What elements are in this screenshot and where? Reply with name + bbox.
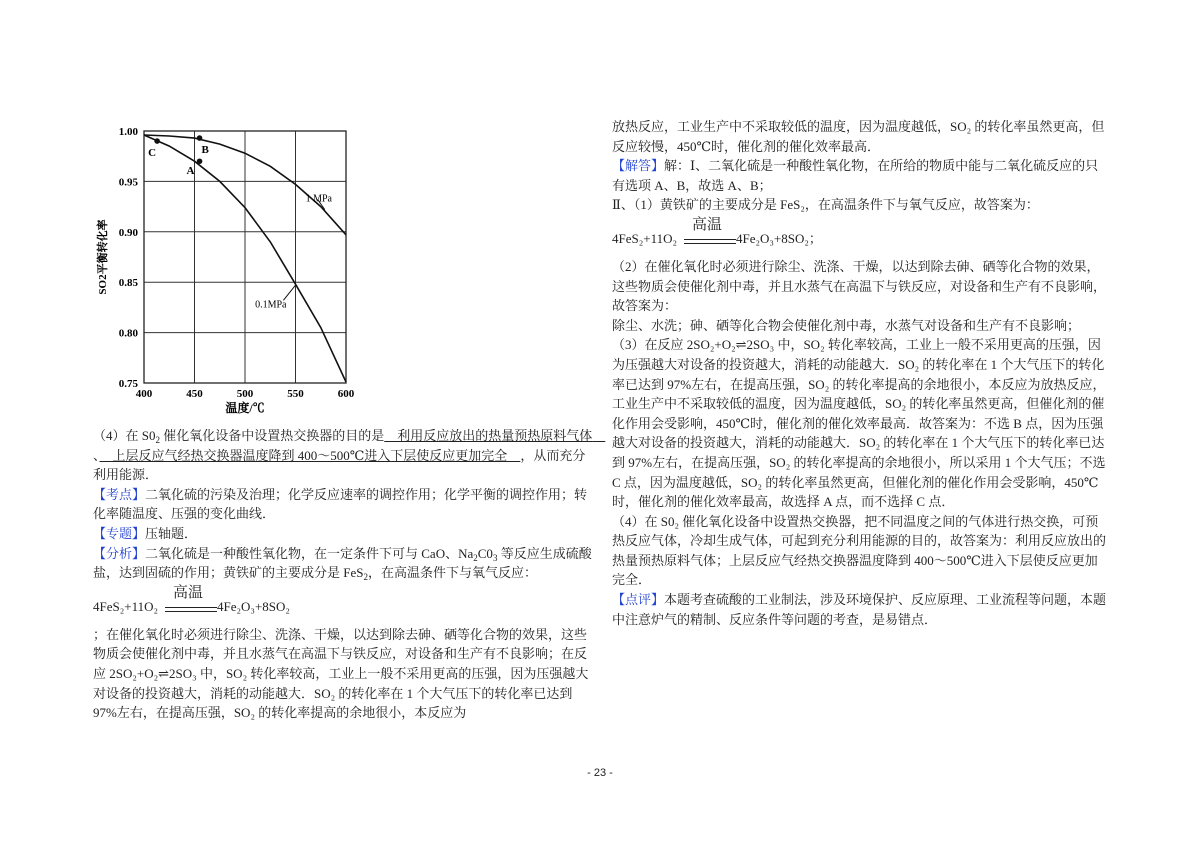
answer-ii-4: （4）在 S0₂ 催化氧化设备中设置热交换器，把不同温度之间的气体进行热交换，可预热反应气体，冷却生成气体，可起到充分利用能源的目的，故答案为：利用反应放出的热量预热原料气体；上层反应气经热交换器温度降到 400～500℃进入下层使反应更加完全． [612, 513, 1107, 588]
point-B [197, 135, 203, 141]
analysis-continued: 放热反应，工业生产中不采取较低的温度，因为温度越低，SO₂ 的转化率虽然更高，但反应较慢，450℃时，催化剂的催化效率最高． [612, 119, 1105, 154]
y-tick-label: 1.00 [118, 126, 138, 138]
right-column [612, 117, 1108, 629]
reaction-equation: 4FeS₂+11O₂ 高温 4Fe₂O₃+8SO₂ [93, 582, 290, 615]
kaodian-tag: 【考点】 [93, 486, 146, 502]
kaodian-section: 【考点】二氧化硫的污染及治理；化学反应速率的调控作用；化学平衡的调控作用；转化率随温度、压强的变化曲线． [93, 486, 588, 522]
series-label-01mpa: 0.1MPa [255, 299, 287, 311]
point-label-C: C [148, 147, 157, 160]
y-tick-labels [119, 126, 139, 390]
dianping-section: 【点评】本题考查硫酸的工业制法，涉及环境保护、反应原理、工业流程等问题，本题中注意炉气的精制、反应条件等问题的考查，是易错点． [612, 592, 1107, 627]
fenxi-tag: 【分析】 [93, 545, 146, 561]
answer-ii-2-result: 除尘、水洗；砷、硒等化合物会使催化剂中毒，水蒸气对设备和生产有不良影响； [612, 317, 1081, 333]
dianping-tag: 【点评】 [612, 592, 665, 608]
question-4: （4）在 $S0_2$ 催化氧化设备中设置热交换器的目的是 利用反应放出的热量预热原料气体 、 上层反应气经热交换器温度降到 400～500℃进入下层使反应更加完全 ，从而充分利用能源． [93, 428, 606, 483]
x-tick-label: 500 [236, 388, 254, 400]
x-tick-label: 400 [135, 388, 153, 400]
x-tick-label: 600 [337, 388, 355, 400]
marked-points [148, 135, 209, 177]
y-tick-label: 0.90 [118, 226, 138, 239]
page-number: - 23 - [587, 767, 613, 779]
answer-ii-2: （2）在催化氧化时必须进行除尘、洗涤、干燥，以达到除去砷、硒等化合物的效果，这些物质会使催化剂中毒，并且水蒸气在高温下与铁反应，对设备和生产有不良影响，故答案为： [612, 258, 1107, 314]
answer-blank-2: 上层反应气经热交换器温度降到 400～500℃进入下层使反应更加完全 [99, 447, 521, 463]
point-label-A: A [186, 165, 195, 178]
left-column [93, 426, 606, 723]
y-axis-label: SO2平衡转化率 [97, 219, 109, 295]
y-tick-label: 0.85 [118, 277, 138, 290]
x-tick-labels [136, 388, 355, 400]
series-label-1mpa: 1 MPa [305, 193, 333, 205]
answer-blank-1: 利用反应放出的热量预热原料气体 [384, 428, 606, 443]
point-label-B: B [201, 144, 209, 157]
y-tick-label: 0.95 [118, 176, 138, 189]
x-axis-label: 温度/℃ [225, 401, 265, 415]
answer-ii-3: （3）在反应 2SO₂+O₂⇌2SO₃ 中，SO₂ 转化率较高，工业上一般不采用更高的压强，因为压强越大对设备的投资越大，消耗的动能越大．SO₂ 的转化率在 1 个大气压下的转化率已达到 97%左右，在提高压强，SO₂ 的转化率提高的余地很小，本反应为放热反应，工业生产中不采取较低的温度，因为温度越低，SO₂ 的转化率虽然更高，但催化剂的催化作用会受影响，450℃时，催化剂的催化效率最高．故答案为：不选 B 点，因为压强越大对设备的投资越大，消耗的动能越大．SO₂ 的转化率在 1 个大气压下的转化率已达到 97%左右，在提高压强，SO₂ 的转化率提高的余地很小，所以采用 1 个大气压；不选 C 点，因为温度越低，SO₂ 的转化率虽然更高，但催化剂的催化作用会受影响，450℃时，催化剂的催化效率最高，故选择 A 点，而不选择 C 点． [612, 337, 1106, 510]
x-tick-label: 550 [287, 388, 304, 400]
analysis-paragraph: ；在催化氧化时必须进行除尘、洗涤、干燥，以达到除去砷、硒等化合物的效果，这些物质会使催化剂中毒，并且水蒸气在高温下与铁反应，对设备和生产有不良影响；在反应 2SO₂+O₂⇌2SO₃ 中，SO₂ 转化率较高，工业上一般不采用更高的压强，因为压强越大对设备的投资越大，消耗的动能越大．SO₂ 的转化率在 1 个大气压下的转化率已达到 97%左右，在提高压强，SO₂ 的转化率提高的余地很小，本反应为 [93, 626, 589, 721]
y-tick-label: 0.80 [118, 327, 138, 340]
jieda-section: 【解答】解：Ⅰ、二氧化硫是一种酸性氧化物，在所给的物质中能与二氧化硫反应的只有选项 A、B，故选 A、B； [612, 158, 1099, 193]
point-A [197, 158, 203, 164]
y-tick-label: 0.75 [118, 378, 138, 390]
chart-grid [144, 131, 346, 383]
x-tick-label: 450 [186, 388, 203, 400]
leader-line [283, 285, 295, 300]
reaction-equation-answer: 4FeS₂+11O₂ 高温 4Fe₂O₃+8SO₂； [612, 214, 822, 247]
zhuanti-tag: 【专题】 [93, 525, 146, 541]
fenxi-section: 【分析】二氧化硫是一种酸性氧化物，在一定条件下可与 CaO、$Na_2C0_3$ 等反应生成硫酸盐，达到固硫的作用；黄铁矿的主要成分是 FeS$_2$，在高温条件下与氧气反应： [93, 545, 592, 583]
jieda-tag: 【解答】 [612, 158, 665, 174]
point-C [154, 138, 160, 144]
so2-conversion-chart [90, 118, 360, 418]
zhuanti-section: 【专题】压轴题． [93, 525, 198, 541]
answer-ii-1: Ⅱ、（1）黄铁矿的主要成分是 FeS₂，在高温条件下与氧气反应，故答案为： [612, 197, 1039, 213]
